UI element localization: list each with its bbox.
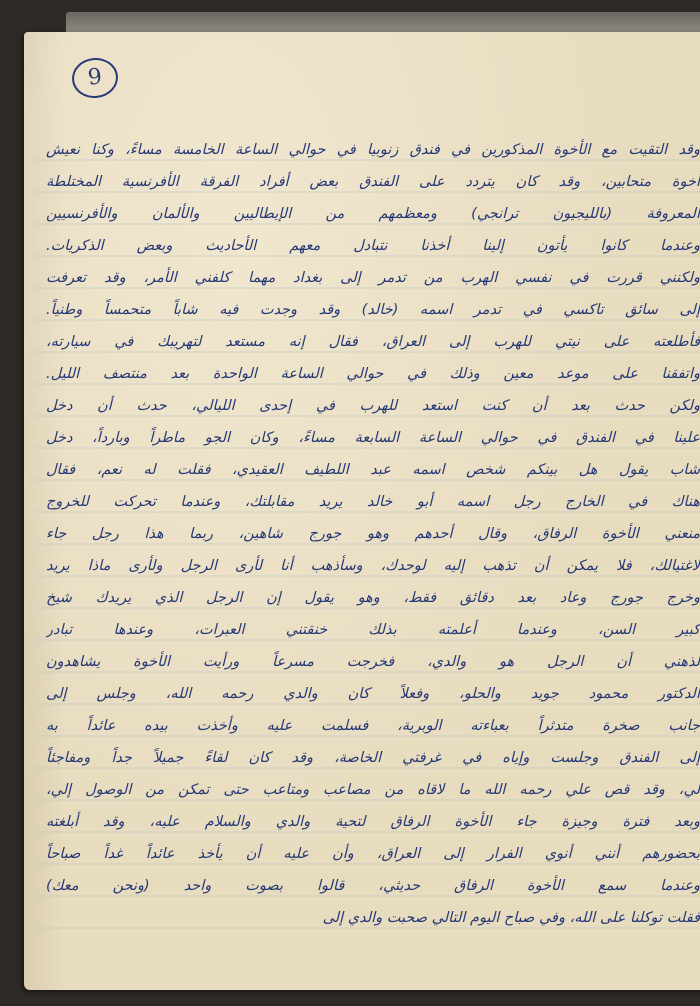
text-line: فأطلعته على نيتي للهرب إلى العراق، فقال إنه مستعد لتهريبك في سيارته، <box>46 334 700 350</box>
text-line: ولكنني قررت في نفسي الهرب من تدمر إلى بغداد مهما كلفني الأمر، وقد تعرفت <box>46 270 700 286</box>
text-line: إلى سائق تاكسي في تدمر اسمه (خالد) وقد وجدت فيه شاباً متحمساً وطنياً. <box>46 302 700 318</box>
text-line: هناك في الخارج رجل اسمه أبو خالد يريد مقابلتك، وعندما تحركت للخروج <box>46 494 700 510</box>
text-line: الدكتور محمود جويد والحلو، وفعلاً كان والدي رحمه الله، وجلس إلى <box>46 686 700 702</box>
text-line: جانب صخرة متدثراً بعباءته الوبرية، فسلمت عليه وأخذت بيده عائداً به <box>46 718 700 734</box>
text-line: فقلت توكلنا على الله، وفي صباح اليوم التالي صحبت والدي إلى <box>322 910 700 926</box>
text-line: وعندما سمع الأخوة الرفاق حديثي، قالوا بصوت واحد (ونحن معك) <box>46 878 700 894</box>
text-line: لذهني أن الرجل هو والدي، فخرجت مسرعاً ورأيت الأخوة يشاهدون <box>46 654 700 670</box>
text-line: المعروفة (بالليجيون ترانجي) ومعظمهم من الإيطاليين والألمان والأفرنسيين <box>46 206 700 222</box>
text-line: كبير السن، وعندما أعلمته بذلك خنقتني العبرات، وعندها تبادر <box>46 622 700 638</box>
text-line: منعني الأخوة الرفاق، وقال أحدهم وهو جورج شاهين، ربما هذا رجل جاء <box>46 526 700 542</box>
text-line: واتفقنا على موعد معين وذلك في حوالي الساعة الواحدة بعد منتصف الليل. <box>46 366 700 382</box>
notebook-page <box>24 32 700 990</box>
page-number: 9 <box>70 56 120 101</box>
handwritten-text <box>46 134 700 934</box>
text-line: بحضورهم أنني أنوي الفرار إلى العراق، وأن عليه أن يأخذ عائداً غداً صباحاً <box>46 846 700 862</box>
text-line: وبعد فترة وجيزة جاء الأخوة الرفاق لتحية والدي والسلام عليه، وقد أبلغته <box>46 814 700 830</box>
text-line: إلى الفندق وجلست وإياه في غرفتي الخاصة، وقد كان لقاءً جميلاً جداً ومفاجئاً <box>46 750 700 766</box>
text-line: لاغتيالك، فلا يمكن أن تذهب إليه لوحدك، وسأذهب أنا لأرى الرجل ولأرى ماذا يريد <box>46 558 700 574</box>
text-line: وعندما كانوا يأتون إلينا أخذنا نتبادل معهم الأحاديث وبعض الذكريات. <box>46 238 700 254</box>
text-line: وخرج جورج وعاد بعد دقائق فقط، وهو يقول إن الرجل الذي يريدك شيخ <box>46 590 700 606</box>
text-line: علينا في الفندق في حوالي الساعة السابعة مساءً، وكان الجو ماطراً وبارداً، دخل <box>46 430 700 446</box>
text-line: شاب يقول هل بينكم شخص اسمه عبد اللطيف العقيدي، فقلت له نعم، فقال <box>46 462 700 478</box>
text-line: لي، وقد قص علي رحمه الله ما لاقاه من مصاعب ومتاعب حتى تمكن من الوصول إلي، <box>46 782 700 798</box>
text-line: ولكن حدث بعد أن كنت استعد للهرب في إحدى الليالي، حدث أن دخل <box>46 398 700 414</box>
text-line: وقد التقيت مع الأخوة المذكورين في فندق زنوبيا في حوالي الساعة الخامسة مساءً، وكنا نعيش <box>46 142 700 158</box>
text-line: أخوة متحابين، وقد كان يتردد على الفندق بعض أفراد الفرقة الأفرنسية المختلطة <box>46 174 700 190</box>
